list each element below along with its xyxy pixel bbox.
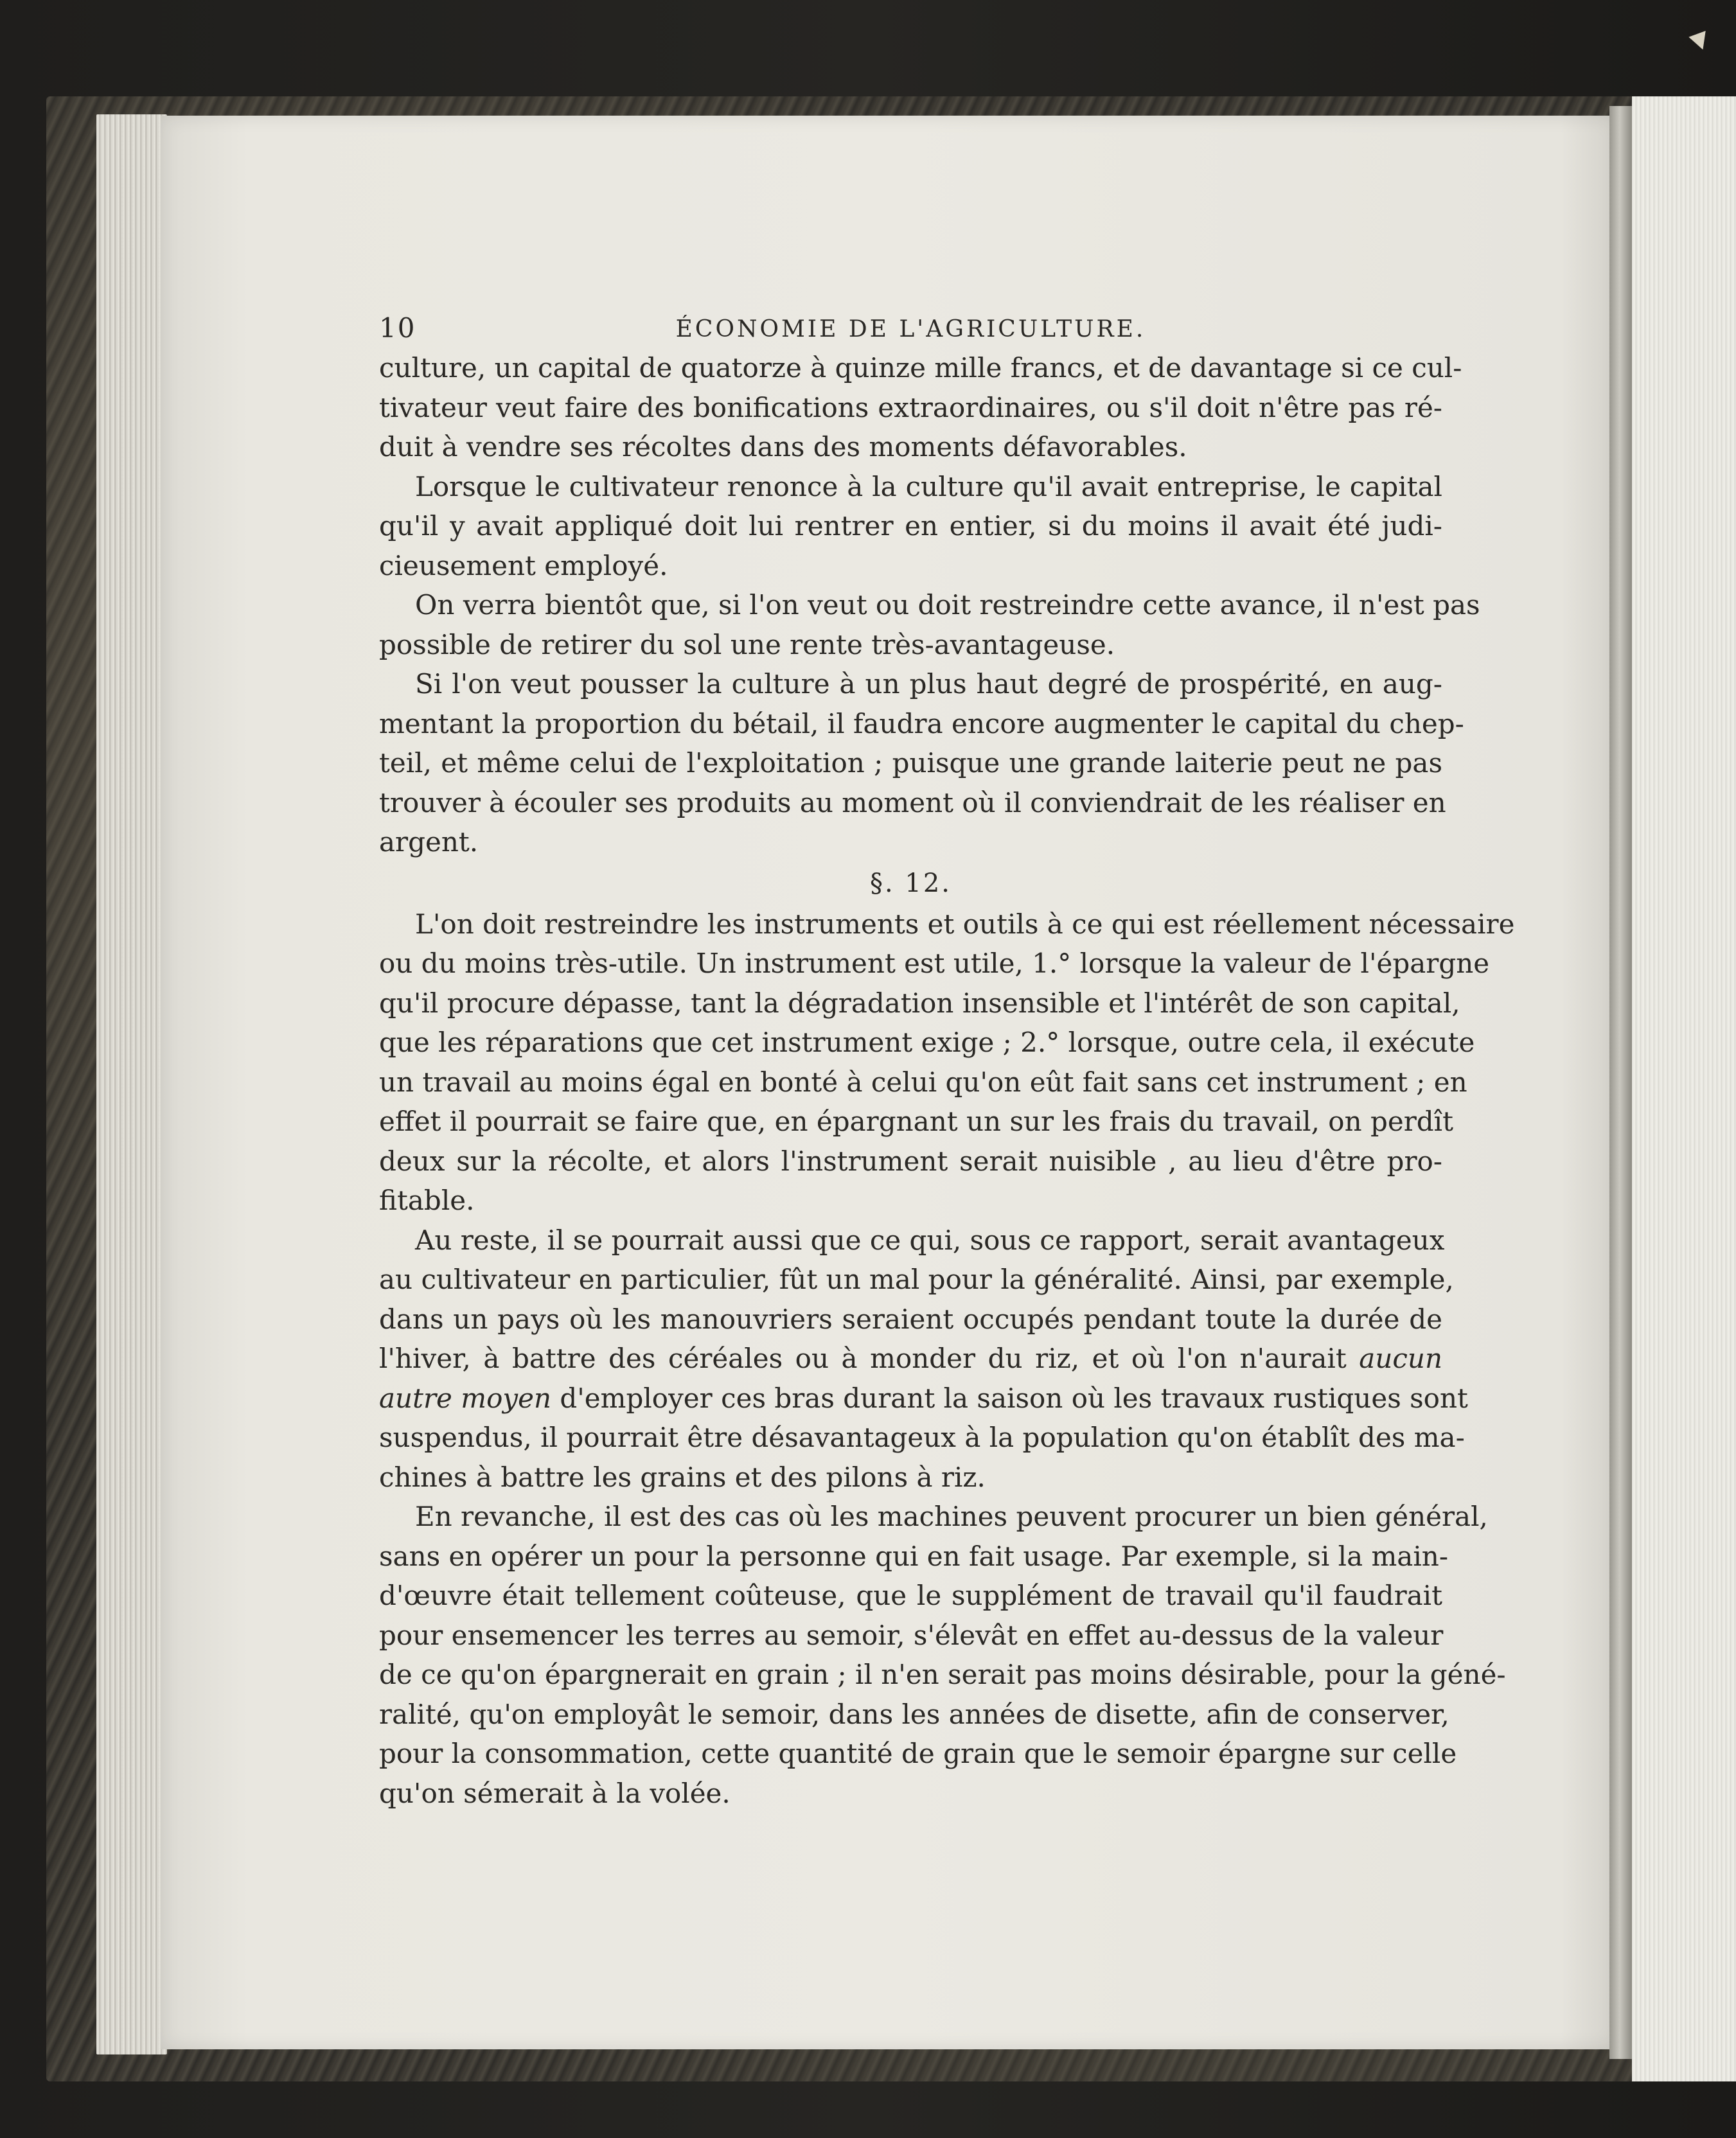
paragraph-3 [379, 585, 1480, 664]
text-line: Au reste, il se pourrait aussi que ce qui, sous ce rapport, serait avantageux [415, 1224, 1445, 1256]
section-heading: §. 12. [869, 868, 952, 898]
text-line: que les réparations que cet instrument exige ; 2.° lorsque, outre cela, il exécute [379, 1027, 1475, 1058]
text-line: ralité, qu'on employât le semoir, dans les années de disette, afin de conserver, [379, 1698, 1449, 1730]
text-line: de ce qu'on épargnerait en grain ; il n'en serait pas moins désirable, pour la géné- [379, 1659, 1506, 1690]
page-text [379, 302, 1515, 1813]
text-line: dans un pays où les manouvriers seraient occupés pendant toute la durée de [379, 1303, 1442, 1335]
text-line: d'œuvre était tellement coûteuse, que le supplément de travail qu'il faudrait [379, 1580, 1442, 1611]
text-line: L'on doit restreindre les instruments et outils à ce qui est réellement nécessaire [415, 908, 1515, 940]
text-line: Lorsque le cultivateur renonce à la culture qu'il avait entreprise, le capital [415, 470, 1442, 502]
paragraph-1 [379, 348, 1462, 467]
text-line: culture, un capital de quatorze à quinze mille francs, et de davantage si ce cul- [379, 352, 1462, 384]
text-line: qu'il y avait appliqué doit lui rentrer en entier, si du moins il avait été judi- [379, 510, 1442, 542]
running-head [379, 302, 1442, 347]
text-segment: l'hiver, à battre des céréales ou à monder du riz, et où l'on n'aurait [379, 1343, 1360, 1374]
text-line: possible de retirer du sol une rente très-avantageuse. [379, 628, 1115, 660]
paragraph-7 [379, 1497, 1506, 1813]
text-line: duit à vendre ses récoltes dans des moments défavorables. [379, 431, 1187, 463]
text-line: teil, et même celui de l'exploitation ; puisque une grande laiterie peut ne pas [379, 747, 1442, 779]
text-line: ou du moins très-utile. Un instrument est utile, 1.° lorsque la valeur de l'épargne [379, 948, 1490, 979]
emphasis-text: autre moyen [379, 1382, 551, 1414]
text-line: Si l'on veut pousser la culture à un plus haut degré de prospérité, en aug- [415, 668, 1442, 700]
text-line: chines à battre les grains et des pilons à riz. [379, 1461, 986, 1493]
text-line: au cultivateur en particulier, fût un mal pour la généralité. Ainsi, par exemple, [379, 1264, 1454, 1295]
text-line: mentant la proportion du bétail, il faudra encore augmenter le capital du chep- [379, 707, 1464, 739]
corner-marker-icon [1688, 31, 1711, 53]
text-line: En revanche, il est des cas où les machines peuvent procurer un bien général, [415, 1501, 1488, 1532]
text-line: tivateur veut faire des bonifications extraordinaires, ou s'il doit n'être pas ré- [379, 391, 1442, 423]
text-line: sans en opérer un pour la personne qui en fait usage. Par exemple, si la main- [379, 1540, 1449, 1572]
text-line [379, 1379, 1468, 1418]
emphasis-text: aucun [1359, 1343, 1442, 1374]
text-segment: d'employer ces bras durant la saison où les travaux rustiques sont [551, 1382, 1468, 1414]
text-line: cieusement employé. [379, 549, 668, 581]
text-line: effet il pourrait se faire que, en épargnant un sur les frais du travail, on perdît [379, 1106, 1453, 1137]
text-line: pour ensemencer les terres au semoir, s'élevât en effet au-dessus de la valeur [379, 1619, 1444, 1651]
facing-page-edge [1632, 96, 1736, 2081]
text-line: qu'il procure dépasse, tant la dégradation insensible et l'intérêt de son capital, [379, 987, 1460, 1019]
page-number: 10 [379, 312, 416, 344]
text-line [379, 1339, 1442, 1379]
text-line: fitable. [379, 1185, 475, 1216]
paragraph-6 [379, 1221, 1468, 1497]
book-gutter [1609, 106, 1635, 2059]
text-line: suspendus, il pourrait être désavantageux à la population qu'on établît des ma- [379, 1422, 1465, 1453]
text-line: On verra bientôt que, si l'on veut ou doit restreindre cette avance, il n'est pas [415, 589, 1480, 621]
paragraph-2 [379, 467, 1442, 586]
page-edges [96, 114, 167, 2054]
text-line: un travail au moins égal en bonté à celui qu'on eût fait sans cet instrument ; en [379, 1066, 1467, 1098]
running-title: ÉCONOMIE DE L'AGRICULTURE. [675, 316, 1146, 342]
text-line: pour la consommation, cette quantité de grain que le semoir épargne sur celle [379, 1738, 1457, 1769]
text-line: argent. [379, 826, 479, 858]
text-line: qu'on sémerait à la volée. [379, 1777, 731, 1809]
text-line: deux sur la récolte, et alors l'instrument serait nuisible , au lieu d'être pro- [379, 1145, 1442, 1177]
paragraph-5 [379, 905, 1515, 1221]
text-line: trouver à écouler ses produits au moment où il conviendrait de les réaliser en [379, 786, 1446, 818]
paragraph-4 [379, 664, 1464, 862]
